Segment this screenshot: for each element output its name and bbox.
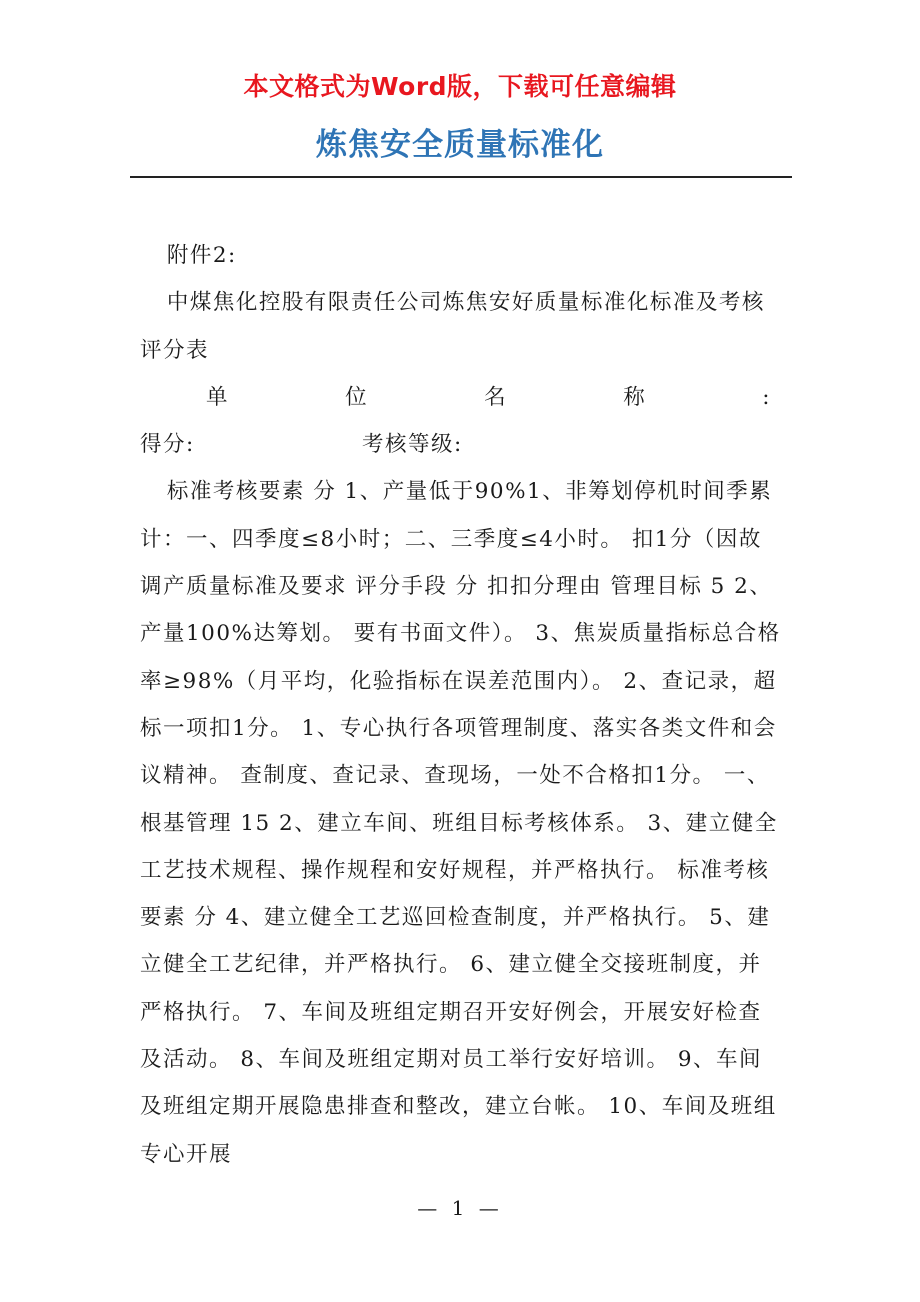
- score-label: 得分:: [140, 432, 195, 458]
- unit-name-char: :: [762, 384, 771, 410]
- download-banner: 本文格式为Word版，下载可任意编辑: [243, 72, 677, 101]
- unit-name-char: 单: [206, 384, 230, 410]
- body-paragraph: 标准考核要素 分 1、产量低于90%1、非筹划停机时间季累计：一、四季度≤8小时；二、三季度≤4小时。 扣1分（因故调产质量标准及要求 评分手段 分 扣扣分理由 管理目标 5 2、产量100%达筹划。 要有书面文件）。 3、焦炭质量指标总合格率≥98%（月平均，化验指标在误差范围内）。 2、查记录，超标一项扣1分。 1、专心执行各项管理制度、落实各类文件和会议精神。 查制度、查记录、查现场，一处不合格扣1分。 一、根基管理 15 2、建立车间、班组目标考核体系。 3、建立健全工艺技术规程、操作规程和安好规程，并严格执行。 标准考核要素 分 4、建立健全工艺巡回检查制度，并严格执行。 5、建立健全工艺纪律，并严格执行。 6、建立健全交接班制度，并严格执行。 7、车间及班组定期召开安好例会，开展安好检查及活动。 8、车间及班组定期对员工举行安好培训。 9、车间及班组定期开展隐患排查和整改，建立台帐。 10、车间及班组专心开展: [140, 479, 781, 1167]
- unit-name-char: 位: [345, 384, 369, 410]
- unit-name-row: [140, 374, 781, 421]
- unit-name-char: 称: [623, 384, 647, 410]
- unit-name-char: 名: [484, 384, 508, 410]
- grade-label: 考核等级:: [362, 432, 463, 458]
- title-divider: [130, 176, 792, 178]
- document-title: 炼焦安全质量标准化: [316, 127, 604, 163]
- score-row: [140, 421, 781, 468]
- attachment-label: 附件2:: [166, 243, 237, 268]
- page-number: — 1 —: [417, 1196, 503, 1220]
- document-body: [140, 232, 781, 1178]
- document-heading: 中煤焦化控股有限责任公司炼焦安好质量标准化标准及考核评分表: [140, 290, 765, 363]
